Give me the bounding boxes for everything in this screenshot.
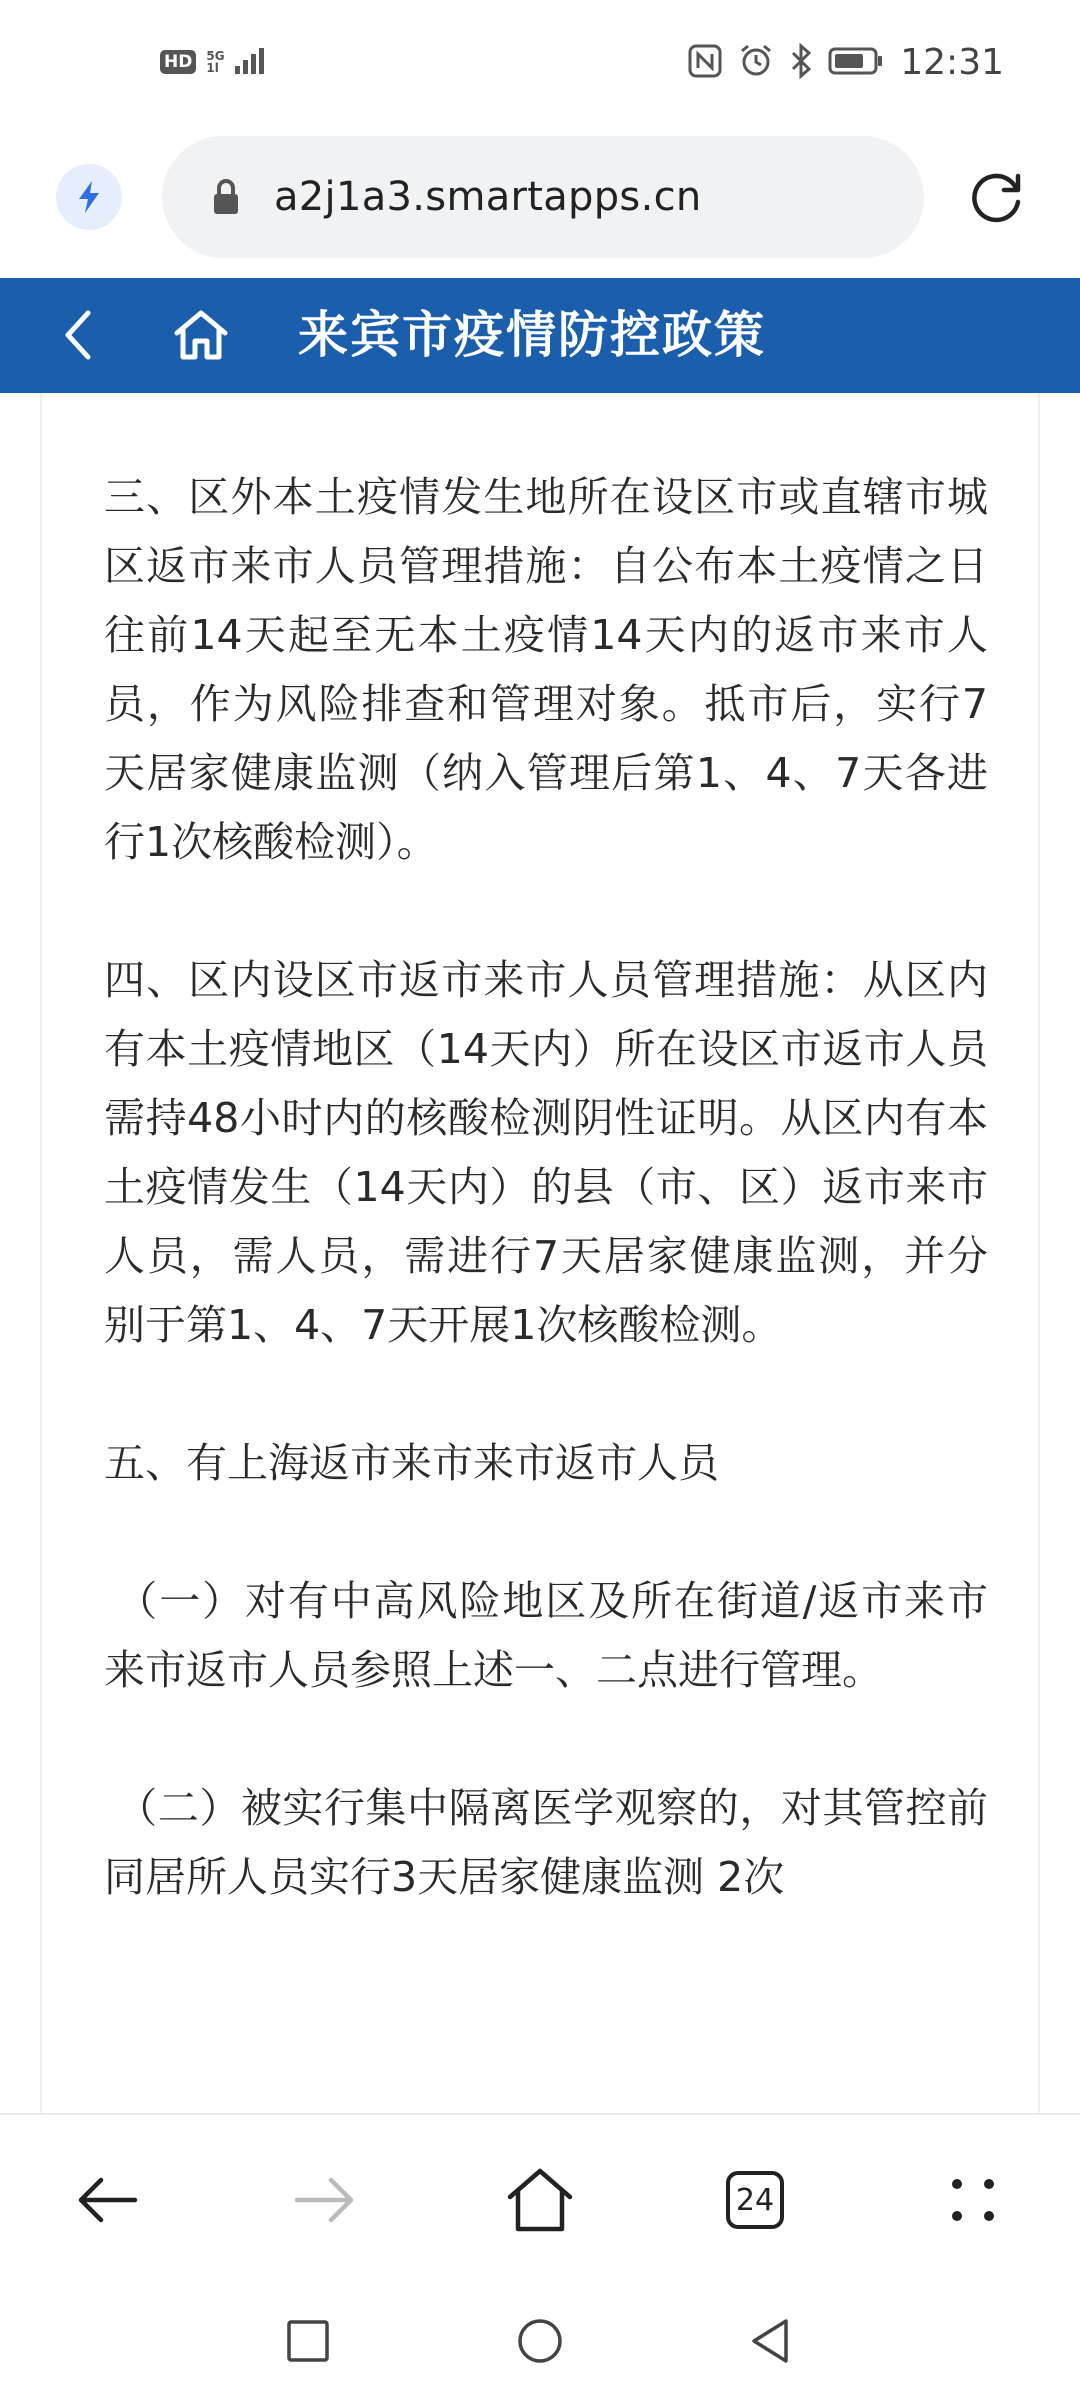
article-card — [40, 393, 1040, 2113]
back-chevron-icon[interactable] — [48, 302, 108, 368]
page-title: 来宾市疫情防控政策 — [298, 306, 766, 364]
home-icon[interactable] — [168, 302, 234, 368]
article-paragraph-5-1: （一）对有中高风险地区及所在街道/返市来市来市返市人员参照上述一、二点进行管理。 — [104, 1577, 988, 1694]
url-bar[interactable] — [162, 136, 924, 258]
tab-count: 24 — [726, 2171, 784, 2229]
article-paragraph-5-2: （二）被实行集中隔离医学观察的，对其管控前同居所人员实行3天居家健康监测 2次 — [104, 1784, 988, 1901]
network-type-top: 5G — [206, 49, 225, 63]
status-bar — [0, 0, 1080, 130]
bluetooth-icon — [790, 43, 812, 83]
signal-icon — [235, 46, 269, 78]
article-paragraph-3: 三、区外本土疫情发生地所在设区市或直辖市城区返市来市人员管理措施：自公布本土疫情之日往前14天起至无本土疫情14天内的返市来市人员，作为风险排查和管理对象。抵市后，实行7天居家健康监测（纳入管理后第1、4、7天各进行1次核酸检测）。 — [104, 473, 988, 866]
back-arrow-icon[interactable] — [62, 2155, 152, 2245]
url-text[interactable]: a2j1a3.smartapps.cn — [274, 174, 702, 220]
toolbar-home-icon[interactable] — [495, 2155, 585, 2245]
nfc-icon — [688, 44, 722, 82]
browser-toolbar — [0, 2113, 1080, 2283]
reload-icon[interactable] — [962, 162, 1032, 232]
status-right — [688, 42, 1004, 83]
system-nav-bar — [0, 2283, 1080, 2400]
article-paragraph-5: 五、有上海返市来市来市返市人员 — [104, 1439, 719, 1487]
article-body — [104, 463, 988, 1981]
network-type-bottom: 1l — [206, 61, 219, 75]
page-header — [0, 278, 1080, 393]
home-circle-icon[interactable] — [500, 2301, 580, 2381]
recents-icon[interactable] — [268, 2301, 348, 2381]
status-left — [160, 46, 269, 78]
lock-icon — [206, 174, 246, 220]
address-row — [0, 130, 1080, 278]
forward-arrow-icon[interactable] — [280, 2155, 370, 2245]
article-paragraph-4: 四、区内设区市返市来市人员管理措施：从区内有本土疫情地区（14天内）所在设区市返市人员需持48小时内的核酸检测阴性证明。从区内有本土疫情发生（14天内）的县（市、区）返市来市人员，需人员，需进行7天居家健康监测，并分别于第1、4、7天开展1次核酸检测。 — [104, 956, 988, 1349]
status-time: 12:31 — [900, 42, 1004, 83]
more-icon[interactable] — [928, 2155, 1018, 2245]
alarm-icon — [738, 43, 774, 83]
tabs-icon[interactable] — [710, 2155, 800, 2245]
network-type — [206, 50, 224, 74]
battery-icon — [828, 46, 884, 80]
back-triangle-icon[interactable] — [730, 2301, 810, 2381]
bolt-icon[interactable] — [56, 164, 122, 230]
hd-badge: HD — [160, 50, 196, 74]
